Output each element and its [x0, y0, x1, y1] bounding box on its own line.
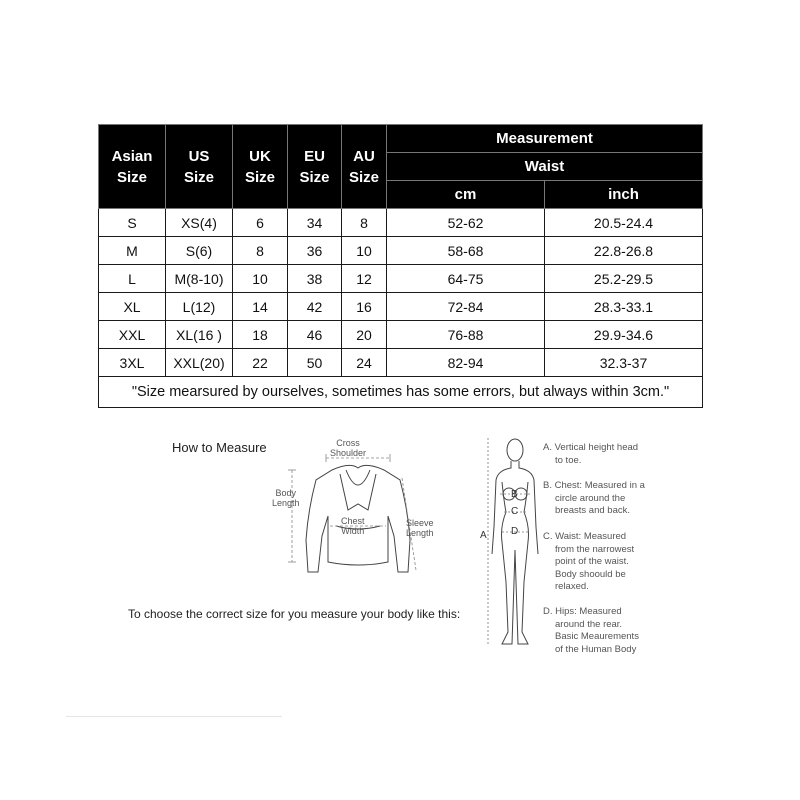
header-us-size: US Size	[166, 125, 233, 209]
description-d: D. Hips: Measured around the rear. Basic Meaurements of the Human Body	[543, 606, 639, 655]
cell-uk-size: 18	[233, 321, 288, 349]
cell-au-size: 24	[342, 349, 387, 377]
cell-eu-size: 38	[288, 265, 342, 293]
cell-waist-inch: 29.9-34.6	[545, 321, 703, 349]
letter-d: D	[511, 526, 519, 537]
cell-uk-size: 8	[233, 237, 288, 265]
cell-uk-size: 14	[233, 293, 288, 321]
cell-waist-inch: 28.3-33.1	[545, 293, 703, 321]
table-note: "Size mearsured by ourselves, sometimes has some errors, but always within 3cm."	[99, 377, 703, 408]
measure-instruction: To choose the correct size for you measure your body like this:	[128, 607, 461, 621]
cell-waist-inch: 22.8-26.8	[545, 237, 703, 265]
label-body-length: Body Length	[272, 488, 300, 508]
divider-line	[66, 716, 282, 717]
cell-asian-size: L	[99, 265, 166, 293]
cell-us-size: XS(4)	[166, 209, 233, 237]
cell-au-size: 10	[342, 237, 387, 265]
header-eu-size: EU Size	[288, 125, 342, 209]
letter-a: A	[480, 530, 487, 541]
cell-au-size: 12	[342, 265, 387, 293]
header-waist: Waist	[387, 153, 703, 181]
cell-waist-inch: 32.3-37	[545, 349, 703, 377]
body-figure-icon	[480, 432, 550, 652]
label-sleeve-length: Sleeve Length	[406, 518, 434, 538]
cell-au-size: 16	[342, 293, 387, 321]
table-row	[99, 349, 703, 377]
description-a: A. Vertical height head to toe.	[543, 442, 639, 466]
cell-eu-size: 34	[288, 209, 342, 237]
cell-au-size: 20	[342, 321, 387, 349]
table-row	[99, 293, 703, 321]
cell-asian-size: XL	[99, 293, 166, 321]
cell-asian-size: M	[99, 237, 166, 265]
cell-au-size: 8	[342, 209, 387, 237]
cell-uk-size: 10	[233, 265, 288, 293]
cell-eu-size: 46	[288, 321, 342, 349]
header-measurement: Measurement	[387, 125, 703, 153]
jacket-diagram-icon	[270, 440, 450, 590]
cell-eu-size: 50	[288, 349, 342, 377]
table-row	[99, 265, 703, 293]
cell-us-size: XL(16 )	[166, 321, 233, 349]
table-row	[99, 237, 703, 265]
cell-us-size: S(6)	[166, 237, 233, 265]
header-cm: cm	[387, 181, 545, 209]
size-chart-table	[98, 124, 703, 408]
cell-asian-size: S	[99, 209, 166, 237]
cell-waist-inch: 20.5-24.4	[545, 209, 703, 237]
header-uk-size: UK Size	[233, 125, 288, 209]
cell-waist-cm: 82-94	[387, 349, 545, 377]
how-to-measure-title: How to Measure	[172, 440, 267, 455]
cell-eu-size: 42	[288, 293, 342, 321]
cell-eu-size: 36	[288, 237, 342, 265]
header-au-size: AU Size	[342, 125, 387, 209]
header-asian-size: Asian Size	[99, 125, 166, 209]
label-cross-shoulder: Cross Shoulder	[330, 438, 367, 458]
cell-uk-size: 6	[233, 209, 288, 237]
cell-us-size: XXL(20)	[166, 349, 233, 377]
cell-waist-cm: 52-62	[387, 209, 545, 237]
cell-waist-cm: 76-88	[387, 321, 545, 349]
table-row	[99, 321, 703, 349]
cell-waist-cm: 58-68	[387, 237, 545, 265]
letter-b: B	[511, 489, 518, 500]
cell-us-size: L(12)	[166, 293, 233, 321]
cell-waist-inch: 25.2-29.5	[545, 265, 703, 293]
cell-us-size: M(8-10)	[166, 265, 233, 293]
table-row	[99, 209, 703, 237]
header-inch: inch	[545, 181, 703, 209]
description-c: C. Waist: Measured from the narrowest point of the waist. Body shoould be relaxed.	[543, 531, 635, 592]
letter-c: C	[511, 506, 519, 517]
cell-asian-size: 3XL	[99, 349, 166, 377]
size-table-body	[99, 209, 703, 377]
cell-uk-size: 22	[233, 349, 288, 377]
label-chest-width: Chest Width	[341, 516, 365, 536]
cell-waist-cm: 72-84	[387, 293, 545, 321]
cell-waist-cm: 64-75	[387, 265, 545, 293]
cell-asian-size: XXL	[99, 321, 166, 349]
description-b: B. Chest: Measured in a circle around the breasts and back.	[543, 480, 645, 516]
